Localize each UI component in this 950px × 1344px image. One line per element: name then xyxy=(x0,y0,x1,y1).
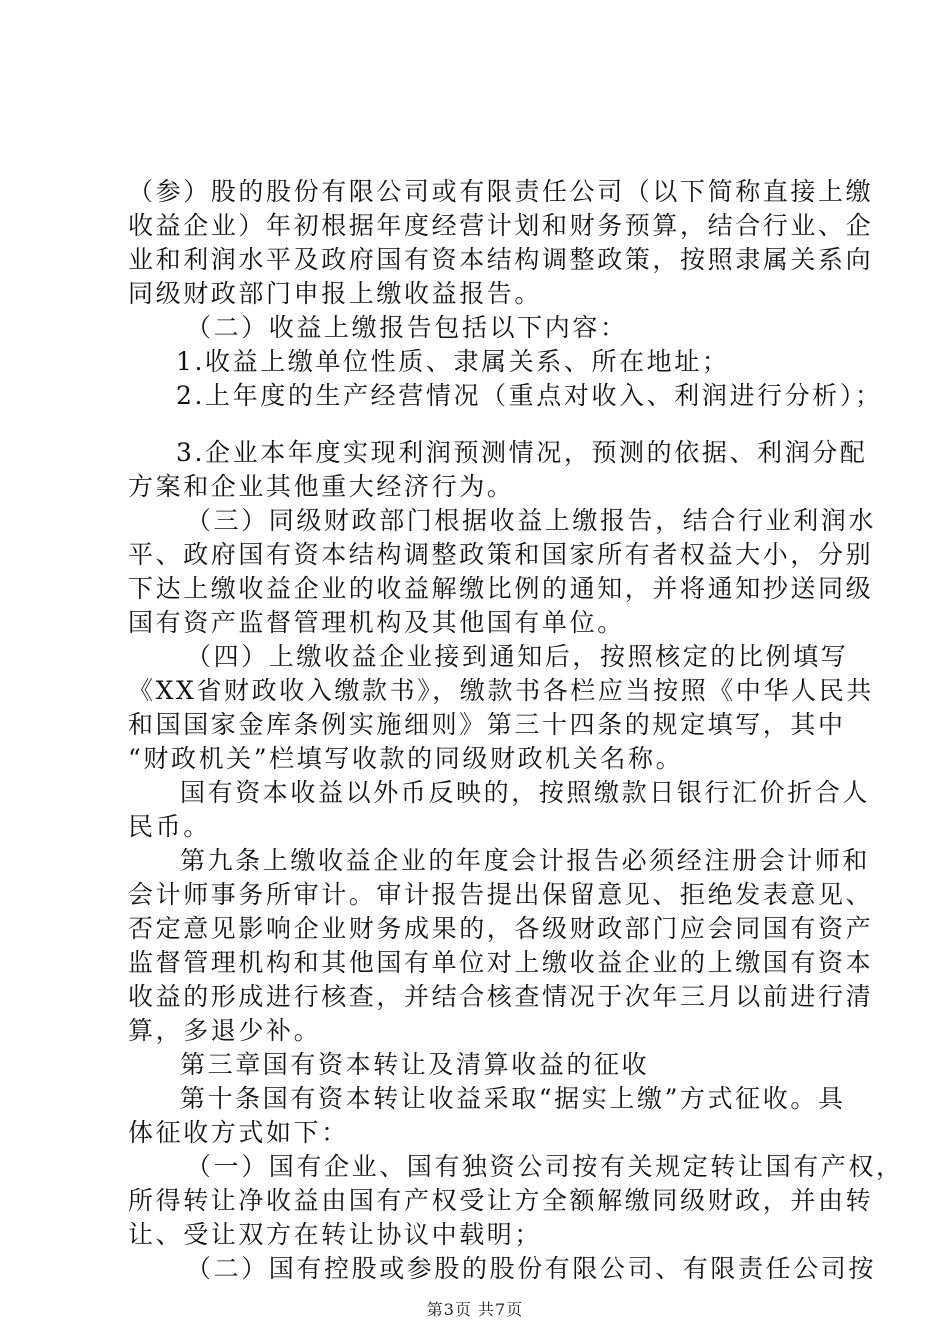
text-line-05: （二）收益上缴报告包括以下内容： xyxy=(186,313,628,342)
text-line-20: 第九条上缴收益企业的年度会计报告必须经注册会计师和 xyxy=(180,846,871,875)
text-line-06: 1.收益上缴单位性质、隶属关系、所在地址； xyxy=(176,347,730,376)
text-line-15: 《XX省财政收入缴款书》，缴款书各栏应当按照《中华人民共 xyxy=(128,676,874,705)
text-line-08: 3.企业本年度实现利润预测情况，预测的依据、利润分配 xyxy=(176,438,868,467)
text-line-21: 会计师事务所审计。审计报告提出保留意见、拒绝发表意见、 xyxy=(128,880,874,909)
text-line-30: 所得转让净收益由国有产权受让方全额解缴同级财政，并由转 xyxy=(128,1186,874,1215)
text-line-23: 监督管理机构和其他国有单位对上缴收益企业的上缴国有资本 xyxy=(128,948,874,977)
text-line-31: 让、受让双方在转让协议中载明； xyxy=(128,1220,543,1249)
text-line-09: 方案和企业其他重大经济行为。 xyxy=(128,472,515,501)
text-line-17: “财政机关”栏填写收款的同级财政机关名称。 xyxy=(128,744,684,773)
text-line-14: （四）上缴收益企业接到通知后，按照核定的比例填写 xyxy=(186,642,849,671)
text-line-27: 第十条国有资本转让收益采取“据实上缴”方式征收。具 xyxy=(180,1084,846,1113)
text-line-18: 国有资本收益以外币反映的，按照缴款日银行汇价折合人 xyxy=(180,778,871,807)
text-line-24: 收益的形成进行核查，并结合核查情况于次年三月以前进行清 xyxy=(128,982,874,1011)
page-footer xyxy=(0,1300,950,1320)
text-line-07: 2.上年度的生产经营情况（重点对收入、利润进行分析）； xyxy=(176,381,883,410)
text-line-11: 平、政府国有资本结构调整政策和国家所有者权益大小，分别 xyxy=(128,540,874,569)
text-line-22: 否定意见影响企业财务成果的，各级财政部门应会同国有资产 xyxy=(128,914,874,943)
chapter-heading: 第三章国有资本转让及清算收益的征收 xyxy=(180,1050,650,1079)
text-line-25: 算，多退少补。 xyxy=(128,1016,322,1045)
page-number: 第3页 共7页 xyxy=(426,1300,524,1319)
text-line-10: （三）同级财政部门根据收益上缴报告，结合行业利润水 xyxy=(186,506,877,535)
text-line-02: 收益企业）年初根据年度经营计划和财务预算，结合行业、企 xyxy=(128,211,874,240)
text-line-12: 下达上缴收益企业的收益解缴比例的通知，并将通知抄送同级 xyxy=(128,574,874,603)
text-line-01: （参）股的股份有限公司或有限责任公司（以下简称直接上缴 xyxy=(128,177,874,206)
text-line-03: 业和利润水平及政府国有资本结构调整政策，按照隶属关系向 xyxy=(128,245,874,274)
text-line-16: 和国国家金库条例实施细则》第三十四条的规定填写，其中 xyxy=(128,710,846,739)
text-line-19: 民币。 xyxy=(128,812,211,841)
text-line-32: （二）国有控股或参股的股份有限公司、有限责任公司按 xyxy=(186,1254,877,1283)
text-line-04: 同级财政部门申报上缴收益报告。 xyxy=(128,279,543,308)
text-line-29: （一）国有企业、国有独资公司按有关规定转让国有产权， xyxy=(186,1152,904,1181)
text-line-28: 体征收方式如下： xyxy=(128,1118,349,1147)
text-line-13: 国有资产监督管理机构及其他国有单位。 xyxy=(128,608,625,637)
